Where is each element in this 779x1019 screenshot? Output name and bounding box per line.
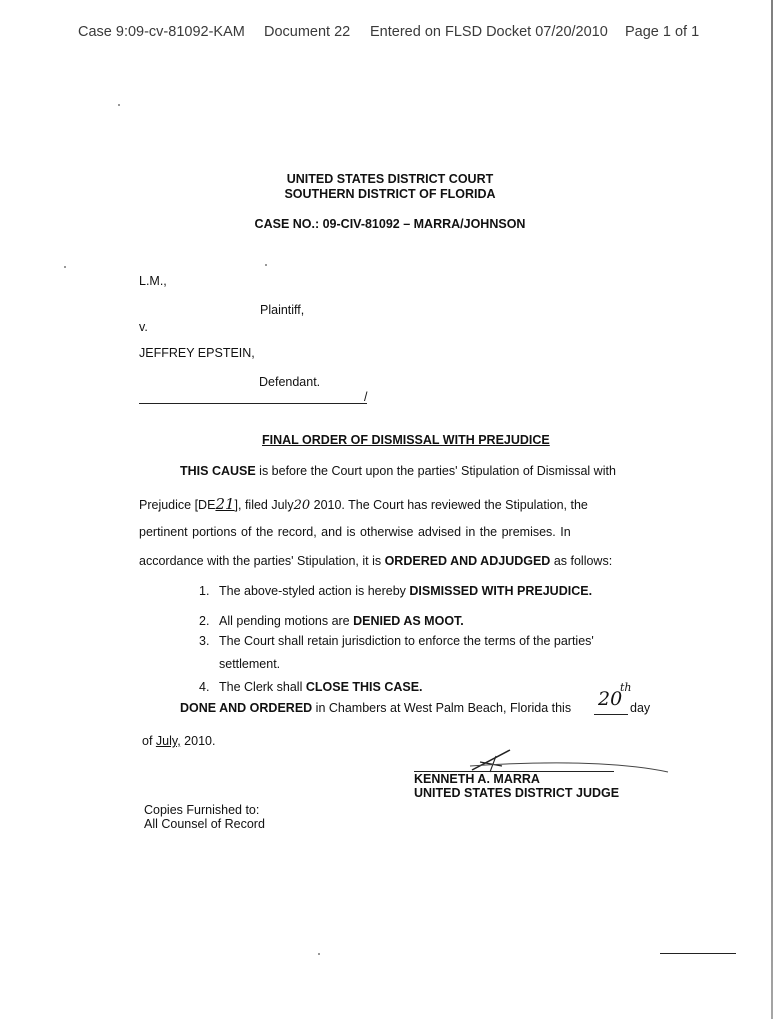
- day-blank-line: [594, 714, 628, 715]
- copies-furnished-label: Copies Furnished to:: [144, 803, 260, 817]
- day-word: day: [630, 701, 651, 715]
- ordered-adjudged: ORDERED AND ADJUDGED: [384, 554, 551, 568]
- item-1-text: The above-styled action is hereby: [219, 584, 410, 598]
- item-4-bold: CLOSE THIS CASE.: [305, 680, 423, 694]
- docket-case-number: Case 9:09-cv-81092-KAM: [78, 24, 245, 40]
- case-number: CASE NO.: 09-CIV-81092 – MARRA/JOHNSON: [254, 217, 526, 231]
- docket-entry-date: Entered on FLSD Docket 07/20/2010: [370, 24, 608, 40]
- handwritten-day-suffix: th: [620, 681, 632, 694]
- scan-speck: [64, 266, 66, 268]
- date-line: [142, 734, 215, 748]
- item-4-text: The Clerk shall: [219, 680, 306, 694]
- date-of: of: [142, 734, 156, 748]
- caption-rule: [139, 403, 367, 404]
- item-3-text: The Court shall retain jurisdiction to enforce the terms of the parties': [219, 634, 594, 648]
- done-ordered-text: in Chambers at West Palm Beach, Florida this: [312, 701, 572, 715]
- done-ordered-lead: DONE AND ORDERED: [180, 701, 313, 715]
- item-1-bold: DISMISSED WITH PREJUDICE.: [409, 584, 593, 598]
- item-2-number: 2.: [199, 614, 210, 628]
- body-line-1-text: is before the Court upon the parties' Stipulation of Dismissal with: [255, 464, 616, 478]
- versus: v.: [139, 320, 148, 334]
- body-line-2b: ], filed July: [234, 498, 294, 512]
- defendant-name: JEFFREY EPSTEIN,: [139, 346, 255, 360]
- done-ordered-line: [180, 701, 571, 715]
- body-line-4c: as follows:: [550, 554, 613, 568]
- defendant-role: Defendant.: [259, 375, 321, 389]
- item-3-number: 3.: [199, 634, 210, 648]
- body-line-4a: accordance with the parties' Stipulation, it is: [139, 554, 385, 568]
- item-1: [219, 584, 592, 598]
- plaintiff-role: Plaintiff,: [260, 303, 305, 317]
- scan-speck: [118, 104, 120, 106]
- item-4-number: 4.: [199, 680, 210, 694]
- body-line-3: pertinent portions of the record, and is otherwise advised in the premises. In: [139, 525, 571, 539]
- judge-title: UNITED STATES DISTRICT JUDGE: [414, 786, 620, 800]
- docket-document-number: Document 22: [264, 24, 351, 40]
- order-title: FINAL ORDER OF DISMISSAL WITH PREJUDICE: [262, 433, 550, 447]
- this-cause-lead: THIS CAUSE: [180, 464, 256, 478]
- item-3-text-continued: settlement.: [219, 657, 281, 671]
- court-name: UNITED STATES DISTRICT COURT: [286, 172, 494, 186]
- date-month: July,: [155, 734, 181, 748]
- handwritten-day: 20: [598, 688, 623, 710]
- item-2-text: All pending motions are: [219, 614, 354, 628]
- footer-rule: [660, 953, 736, 954]
- body-line-1: [180, 464, 616, 478]
- item-1-number: 1.: [199, 584, 210, 598]
- date-year: 2010.: [180, 734, 216, 748]
- docket-page-number: Page 1 of 1: [625, 24, 700, 40]
- copies-recipients: All Counsel of Record: [144, 817, 265, 831]
- body-line-4: [139, 554, 612, 568]
- scan-speck: [265, 264, 267, 266]
- scan-speck: [318, 953, 320, 955]
- judge-name: KENNETH A. MARRA: [414, 772, 540, 786]
- body-line-2a: Prejudice [DE: [139, 498, 216, 512]
- caption-slash: /: [364, 390, 368, 404]
- body-line-2: [139, 495, 588, 513]
- item-2-bold: DENIED AS MOOT.: [353, 614, 464, 628]
- docket-entry-handwritten: 21: [215, 495, 235, 513]
- plaintiff-name: L.M.,: [139, 274, 167, 288]
- court-district: SOUTHERN DISTRICT OF FLORIDA: [284, 187, 496, 201]
- scan-page-edge: [771, 0, 773, 1019]
- body-line-2c: 2010. The Court has reviewed the Stipulation, the: [310, 498, 588, 512]
- item-4: [219, 680, 423, 694]
- item-2: [219, 614, 464, 628]
- filed-day-handwritten: 20: [293, 498, 311, 513]
